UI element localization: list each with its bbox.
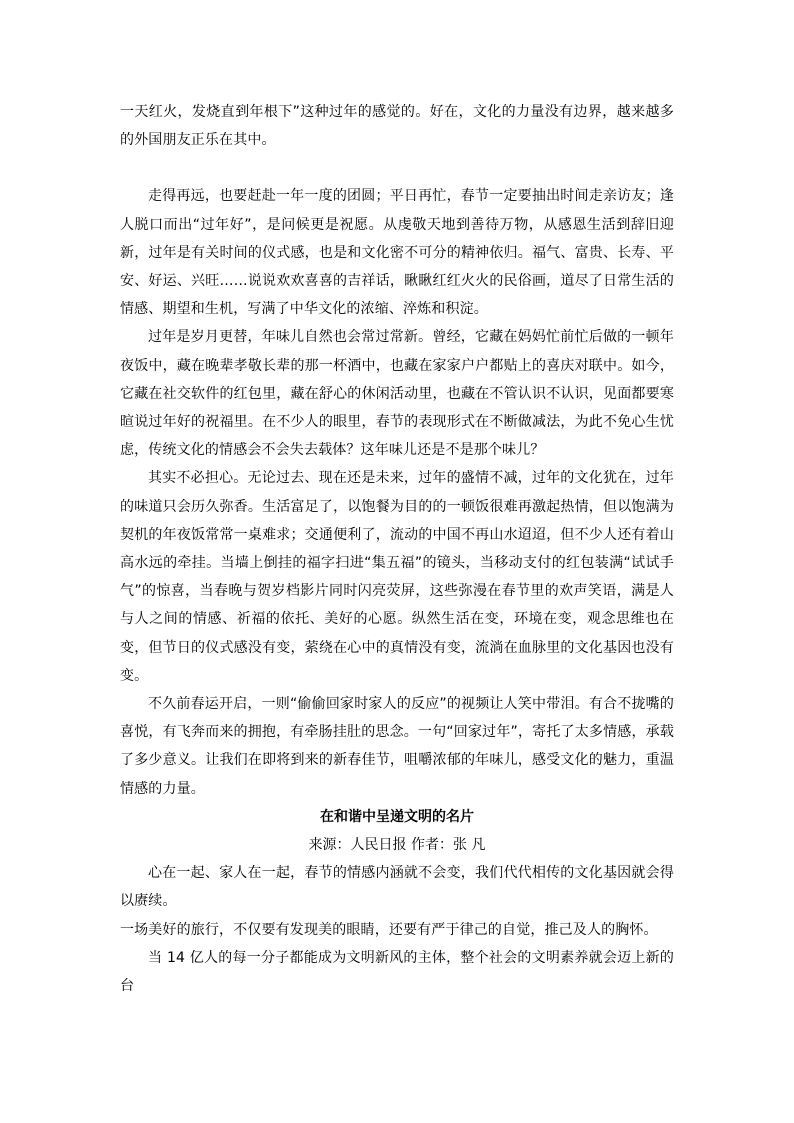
paragraph-gap [120, 154, 674, 182]
paragraph-no-worry: 其实不必担心。无论过去、现在还是未来，过年的盛情不减，过年的文化犹在，过年的味道只会历久弥香。生活富足了，以饱餐为目的的一顿饭很难再激起热情，但以饱满为契机的年夜饭常常一桌难求；交通便利了，流动的中国不再山水迢迢，但不少人还有着山高水远的牵挂。当墙上倒挂的福字扫进“集五福”的镜头，当移动支付的红包装满“试试手气”的惊喜，当春晚与贺岁档影片同时闪亮荧屏，这些弥漫在春节里的欢声笑语，满是人与人之间的情感、祈福的依托、美好的心愿。纵然生活在变，环境在变，观念思维也在变，但节日的仪式感没有变，萦绕在心中的真情没有变，流淌在血脉里的文化基因也没有变。 [120, 470, 674, 684]
paragraph-new-year-taste: 过年是岁月更替，年味儿自然也会常过常新。曾经，它藏在妈妈忙前忙后做的一顿年夜饭中，藏在晚辈孝敬长辈的那一杯酒中，也藏在家家户户都贴上的喜庆对联中。如今，它藏在社交软件的红包里，藏在舒心的休闲活动里，也藏在不管认识不认识，见面都要寒暄说过年好的祝福里。在不少人的眼里，春节的表现形式在不断做减法，为此不免心生忧虑，传统文化的情感会不会失去载体？这年味儿还是不是那个味儿？ [120, 329, 674, 459]
article-source: 来源：人民日报 作者：张 凡 [308, 837, 486, 854]
document-page [120, 98, 674, 1000]
paragraph-continued: 一天红火，发烧直到年根下”这种过年的感觉的。好在，文化的力量没有边界，越来越多的外国朋友正乐在其中。 [120, 104, 674, 149]
paragraph-civilization: 当 14 亿人的每一分子都能成为文明新风的主体，整个社会的文明素养就会迈上新的台 [120, 949, 674, 995]
paragraph-travel: 一场美好的旅行，不仅要有发现美的眼睛，还要有严于律己的自觉，推己及人的胸怀。 [120, 921, 658, 938]
article-title: 在和谐中呈递文明的名片 [320, 808, 474, 825]
paragraph-together: 心在一起、家人在一起，春节的情感内涵就不会变，我们代代相传的文化基因就会得以赓续。 [120, 865, 674, 910]
paragraph-reunion: 走得再远，也要赶赴一年一度的团圆；平日再忙，春节一定要抽出时间走亲访友；逢人脱口而出“过年好”，是问候更是祝愿。从虔敬天地到善待万物，从感恩生活到辞旧迎新，过年是有关时间的仪式感，也是和文化密不可分的精神依归。福气、富贵、长寿、平安、好运、兴旺……说说欢欢喜喜的吉祥话，瞅瞅红红火火的民俗画，道尽了日常生活的情感、期望和生机，写满了中华文化的浓缩、淬炼和积淀。 [120, 188, 674, 318]
paragraph-spring-travel: 不久前春运开启，一则“偷偷回家时家人的反应”的视频让人笑中带泪。有合不拢嘴的喜悦，有飞奔而来的拥抱，有牵肠挂肚的思念。一句“回家过年”，寄托了太多情感，承载了多少意义。让我们在即将到来的新春佳节，咀嚼浓郁的年味儿，感受文化的魅力，重温情感的力量。 [120, 696, 674, 797]
